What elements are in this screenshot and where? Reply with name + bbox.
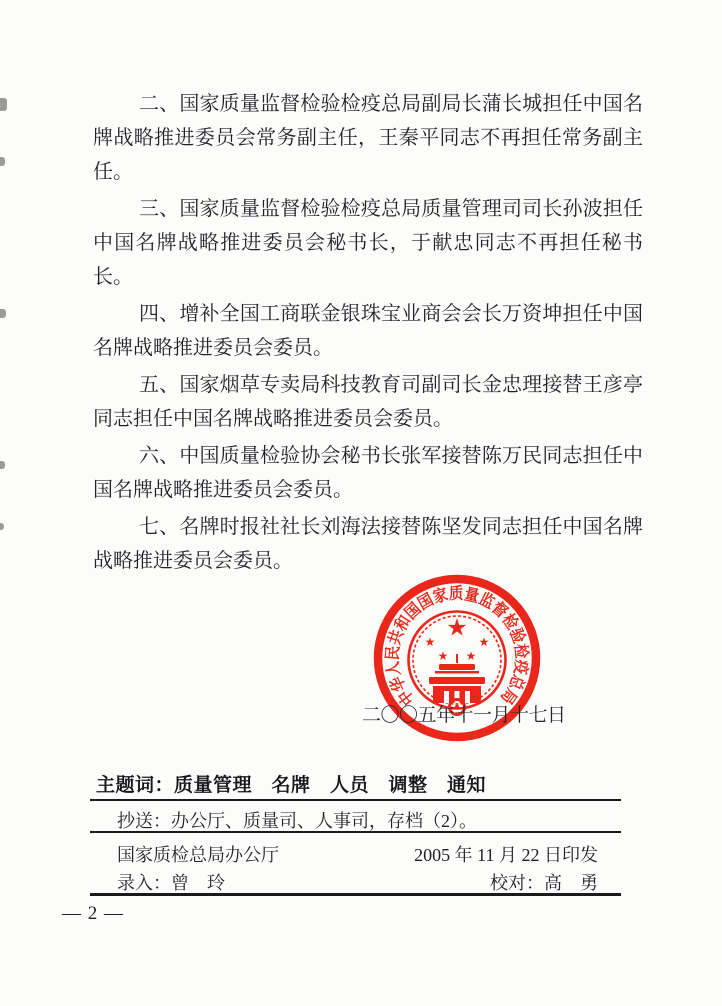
- divider: [90, 831, 621, 833]
- divider: [90, 799, 621, 801]
- small-star-icon: ★: [478, 635, 490, 649]
- subject-keywords: 主题词：质量管理 名牌 人员 调整 通知: [96, 775, 487, 796]
- issuing-office: 国家质检总局办公厅: [117, 845, 279, 865]
- small-star-icon: ★: [437, 649, 449, 663]
- staff-row: [117, 869, 598, 895]
- page-number: — 2 —: [62, 903, 124, 924]
- print-info-row: [117, 841, 598, 867]
- scan-artifact: [0, 523, 4, 530]
- paragraph-item-6: 六、中国质量检验协会秘书长张军接替陈万民同志担任中国名牌战略推进委员会委员。: [93, 445, 643, 501]
- paragraph-item-4: 四、增补全国工商联金银珠宝业商会会长万资坤担任中国名牌战略推进委员会委员。: [93, 303, 643, 359]
- small-star-icon: ★: [465, 649, 477, 663]
- scan-artifact: [0, 157, 5, 166]
- paragraph-item-7: 七、名牌时报社社长刘海法接替陈坚发同志担任中国名牌战略推进委员会委员。: [93, 516, 643, 572]
- gate-roof-lower: [429, 677, 485, 684]
- small-star-icon: ★: [424, 635, 436, 649]
- print-date: 2005 年 11 月 22 日印发: [414, 845, 598, 865]
- divider: [90, 893, 621, 896]
- signature-date: 二〇〇五年十一月十七日: [362, 705, 566, 726]
- big-star-icon: ★: [446, 614, 468, 642]
- paragraph-item-3: 三、国家质量监督检验检疫总局质量管理司司长孙波担任中国名牌战略推进委员会秘书长，于献忠同志不再担任秘书长。: [93, 198, 643, 288]
- typist: 录入：曾 玲: [117, 873, 225, 893]
- paragraph-item-5: 五、国家烟草专卖局科技教育司副司长金忠理接替王彦亭同志担任中国名牌战略推进委员会委员。: [93, 374, 643, 430]
- scan-artifact: [0, 461, 5, 469]
- proofreader: 校对：高 勇: [490, 873, 598, 893]
- seal-ring-text: 中华人民共和国国家质量监督检验检疫总局: [383, 584, 531, 709]
- paragraph-item-2: 二、国家质量监督检验检疫总局副局长蒲长城担任中国名牌战略推进委员会常务副主任，王秦平同志不再担任常务副主任。: [93, 93, 643, 183]
- document-body: [93, 87, 643, 581]
- gate-roof-upper: [439, 664, 475, 670]
- cc-line: 抄送：办公厅、质量司、人事司，存档（2）。: [117, 811, 477, 831]
- scan-artifact: [0, 309, 6, 318]
- scan-artifact: [0, 98, 7, 111]
